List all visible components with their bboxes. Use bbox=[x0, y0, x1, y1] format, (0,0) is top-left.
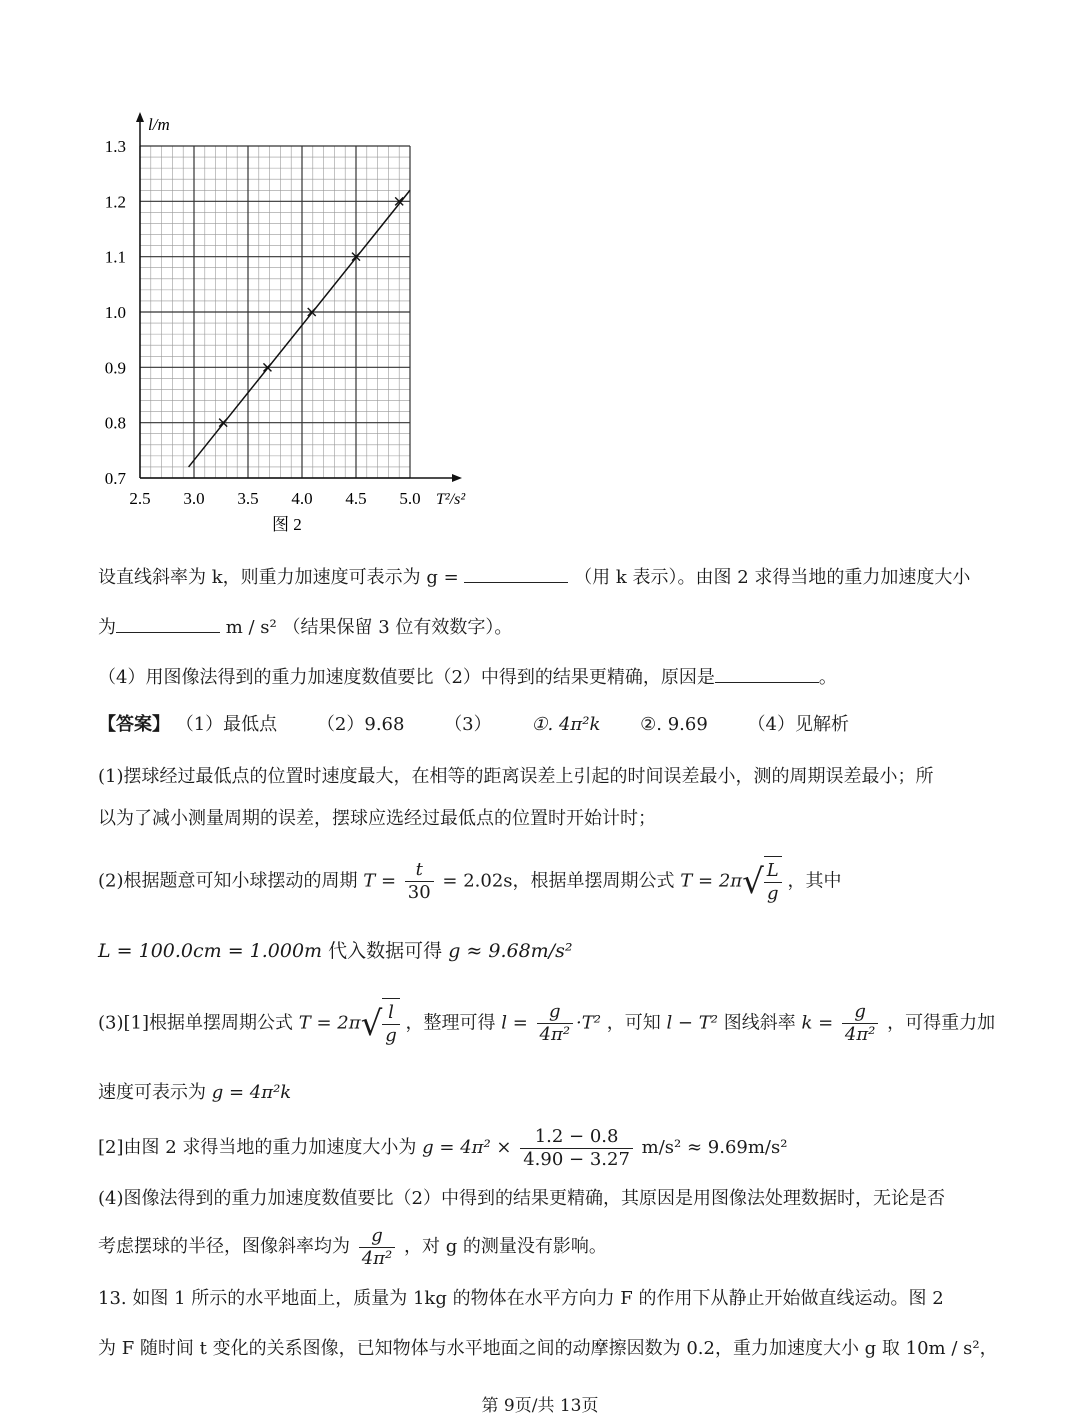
q4-end: 。 bbox=[818, 667, 837, 688]
exp3-text-a: (3)[1]根据单摆周期公式 bbox=[98, 1012, 293, 1034]
exp3-2-line bbox=[98, 1122, 787, 1174]
exp2-fraction: $\frac{t}{30}$ bbox=[405, 859, 434, 904]
l-T2-chart bbox=[96, 108, 496, 538]
q13-line-1: 13. 如图 1 所示的水平地面上，质量为 1kg 的物体在水平方向力 F 的作用下从静止开始做直线运动。图 2 bbox=[98, 1288, 944, 1309]
y-tick-label: 0.9 bbox=[104, 358, 126, 378]
exp3-lt: l − T² bbox=[666, 1012, 718, 1034]
answer-3b: ②. 9.69 bbox=[640, 714, 708, 735]
answer-3: （3） bbox=[444, 714, 492, 735]
exp2-line-2 bbox=[98, 938, 572, 964]
exp2-text-b: = 2.02s，根据单摆周期公式 bbox=[442, 870, 675, 892]
y-tick-label: 0.8 bbox=[104, 413, 126, 433]
exp2-text-c: ，其中 bbox=[787, 870, 842, 892]
x-tick-label: 4.0 bbox=[291, 489, 313, 508]
answer-line bbox=[98, 712, 849, 738]
exp3-formula: T = 2π bbox=[298, 1012, 361, 1034]
figure-2 bbox=[96, 108, 496, 538]
exp1-line-2: 以为了减小测量周期的误差，摆球应选经过最低点的位置时开始计时； bbox=[98, 808, 656, 829]
exp3-text-b: ，整理可得 bbox=[405, 1012, 496, 1034]
answer-2: （2）9.68 bbox=[316, 714, 405, 735]
exp2-text-a: (2)根据题意可知小球摆动的周期 bbox=[98, 870, 358, 892]
answer-blank-reason[interactable] bbox=[715, 664, 819, 683]
q3-text-d: （结果保留 3 位有效数字）。 bbox=[282, 617, 513, 638]
exp3-2-fraction: $\frac{1.2 - 0.8}{4.90 - 3.27}$ bbox=[520, 1126, 633, 1171]
exp3-text-f: 速度可表示为 bbox=[98, 1082, 206, 1103]
q4-line bbox=[98, 664, 837, 691]
answer-blank-g-value[interactable] bbox=[116, 614, 220, 633]
exp2-line-1 bbox=[98, 856, 841, 907]
unit: m / s² bbox=[225, 617, 277, 638]
q3-text-a: 设直线斜率为 k，则重力加速度可表示为 g = bbox=[98, 567, 459, 588]
answer-4: （4）见解析 bbox=[747, 714, 849, 735]
x-axis-arrow bbox=[452, 474, 462, 482]
y-axis-label: l/m bbox=[148, 115, 170, 134]
figure-caption: 图 2 bbox=[272, 515, 302, 534]
y-axis-arrow bbox=[136, 112, 144, 122]
exp3-text-d: 图线斜率 bbox=[723, 1012, 796, 1034]
exp3-sqrt: √ $\frac{l}{g}$ bbox=[361, 998, 400, 1049]
q3-text-c: 为 bbox=[98, 617, 116, 638]
exp3-line-1 bbox=[98, 998, 995, 1049]
x-tick-label: 2.5 bbox=[129, 489, 151, 508]
answer-label: 【答案】 bbox=[98, 714, 170, 735]
grid-major bbox=[140, 146, 410, 478]
exp2-text-d: 代入数据可得 bbox=[328, 940, 443, 962]
exp3-T2: ·T² bbox=[576, 1012, 601, 1034]
exp3-k: k = bbox=[801, 1012, 834, 1034]
x-tick-label: 3.0 bbox=[183, 489, 205, 508]
exp3-2-g: g = 4π² × bbox=[422, 1137, 512, 1158]
x-tick-label: 3.5 bbox=[237, 489, 259, 508]
x-tick-label: 5.0 bbox=[399, 489, 421, 508]
exp4-text-a: 考虑摆球的半径，图像斜率均为 bbox=[98, 1236, 350, 1257]
y-tick-label: 0.7 bbox=[104, 469, 126, 488]
exp4-line-2 bbox=[98, 1222, 607, 1272]
answer-blank-g[interactable] bbox=[464, 564, 568, 583]
q4-text: （4）用图像法得到的重力加速度数值要比（2）中得到的结果更精确，原因是 bbox=[98, 667, 715, 688]
exp3-text-e: ，可得重力加 bbox=[887, 1012, 996, 1034]
y-tick-label: 1.3 bbox=[104, 137, 126, 156]
y-tick-label: 1.0 bbox=[104, 303, 126, 322]
page-footer: 第 9页/共 13页 bbox=[481, 1396, 599, 1416]
exp1-line-1: (1)摆球经过最低点的位置时速度最大，在相等的距离误差上引起的时间误差最小，测的周期误差最小；所 bbox=[98, 766, 934, 787]
exp2-sqrt: √ $\frac{L}{g}$ bbox=[742, 856, 782, 907]
exp4-line-1: (4)图像法得到的重力加速度数值要比（2）中得到的结果更精确，其原因是用图像法处理数据时，无论是否 bbox=[98, 1188, 945, 1209]
exp3-fraction-2: $\frac{g}{\text{4π²}}$ bbox=[842, 1001, 879, 1046]
x-tick-label: 4.5 bbox=[345, 489, 367, 508]
y-tick-label: 1.1 bbox=[104, 247, 126, 267]
y-tick-labels bbox=[105, 137, 127, 488]
exp4-fraction: $\frac{g}{\text{4π²}}$ bbox=[359, 1225, 396, 1270]
exp2-T: T = bbox=[363, 870, 397, 892]
exp3-fraction-1: $\frac{g}{\text{4π²}}$ bbox=[537, 1001, 574, 1046]
fit-line bbox=[189, 190, 410, 467]
exp2-L: L = 100.0cm = 1.000m bbox=[98, 940, 323, 962]
exp3-g: g = 4π²k bbox=[211, 1082, 292, 1103]
answer-1: （1）最低点 bbox=[175, 714, 278, 735]
exp3-line-2 bbox=[98, 1080, 291, 1106]
q13-line-2: 为 F 随时间 t 变化的关系图像，已知物体与水平地面之间的动摩擦因数为 0.2，重力加速度大小 g 取 10m / s²， bbox=[98, 1338, 998, 1359]
exp4-text-b: ，对 g 的测量没有影响。 bbox=[403, 1236, 607, 1257]
x-tick-labels bbox=[129, 489, 420, 508]
exp3-2-text-b: m/s² ≈ 9.69m/s² bbox=[641, 1137, 788, 1158]
q3-line-1 bbox=[98, 564, 970, 591]
exp2-g: g ≈ 9.68m/s² bbox=[448, 940, 573, 962]
exp3-text-c: ，可知 bbox=[606, 1012, 661, 1034]
exp2-formula: T = 2π bbox=[680, 870, 743, 892]
exp3-2-text-a: [2]由图 2 求得当地的重力加速度大小为 bbox=[98, 1137, 417, 1158]
exp3-l: l = bbox=[501, 1012, 528, 1034]
answer-3a: ①. 4π²k bbox=[531, 714, 601, 735]
q3-line-2 bbox=[98, 614, 512, 641]
x-axis-label: T²/s² bbox=[436, 491, 466, 508]
q3-text-b: （用 k 表示）。由图 2 求得当地的重力加速度大小 bbox=[574, 567, 971, 588]
y-tick-label: 1.2 bbox=[104, 192, 126, 212]
